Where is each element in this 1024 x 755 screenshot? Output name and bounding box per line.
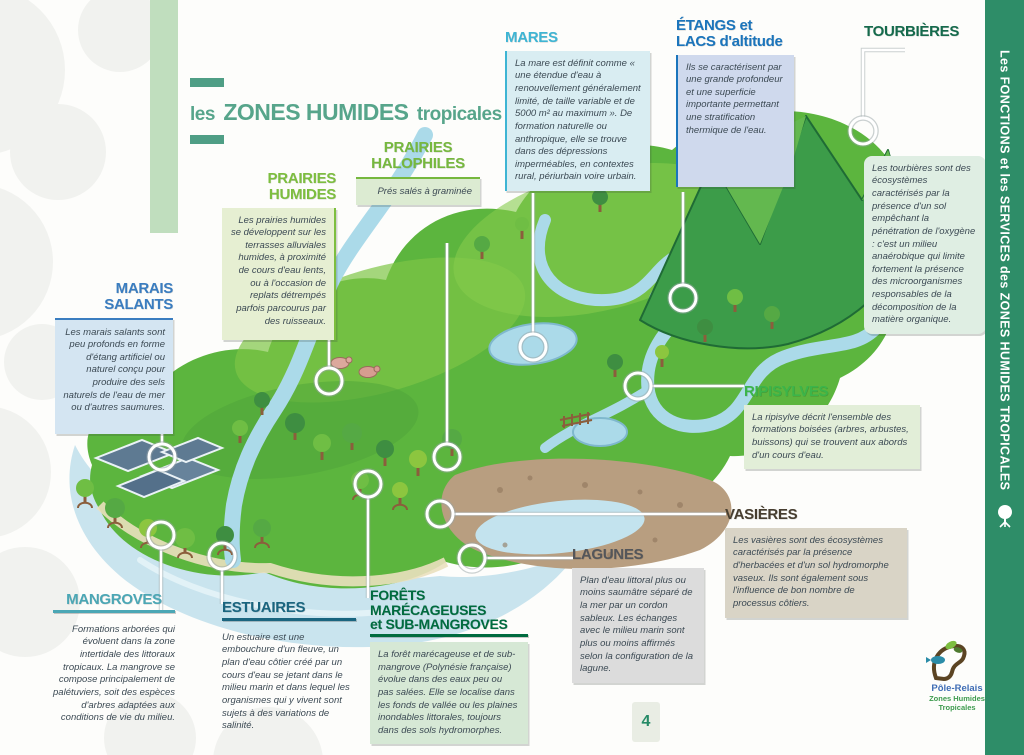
sidebar-title: Les FONCTIONS et les SERVICES des ZONES HUMIDES TROPICALES — [997, 50, 1012, 491]
callout-estuaires — [222, 600, 356, 739]
pole-relais-emblem-icon — [924, 638, 970, 682]
callout-mangroves-underline — [53, 610, 175, 613]
callout-mangroves-title: MANGROVES — [66, 591, 162, 608]
callout-vasieres-title: VASIÈRES — [725, 506, 798, 523]
callout-estuaires-body: Un estuaire est une embouchure d'un fleuve, un plan d'eau côtier créé par un cours d'eau se jetant dans le milieu marin et dans lequel les organismes qui y vivent sont sujets à des variations de salinité. — [222, 631, 350, 732]
callout-marais-salants — [55, 281, 173, 434]
callout-forets-body: La forêt marécageuse et de sub-mangrove (Polynésie française) évolue dans des eaux peu ou pas salées. Elle se localise dans les fonds de vallée ou les plaines inondables littorales, toujours dans des sols hydromorphes. — [370, 642, 528, 744]
callout-prairies-humides — [208, 171, 336, 340]
title-block — [190, 78, 502, 144]
callout-prairies-halophiles-body: Prés salés à graminée — [356, 177, 480, 206]
callout-prairies-halophiles — [356, 140, 480, 205]
pole-relais-logo — [924, 638, 990, 712]
callout-etangs-lacs — [676, 18, 794, 187]
callout-vasieres-body: Les vasières sont des écosystèmes caractérisés par la présence d'herbacées et d'un sol hydromorphe vaseux. Ils sont également sous l'influence de bon nombre de processus côtiers. — [725, 528, 907, 618]
logo-subtitle-1: Zones Humides — [929, 694, 985, 703]
page-title-suffix: tropicales — [416, 104, 502, 125]
title-accent-bar — [150, 0, 178, 233]
callout-mares-title: MARES — [505, 29, 558, 46]
callout-mangroves — [53, 592, 175, 731]
callout-lagunes-title: LAGUNES — [572, 546, 644, 563]
callout-tourbieres-body: Les tourbières sont des écosystèmes caractérisés par la présence d'un sol empêchant la pénétration de l'oxygène : c'est un milieu anaérobique qui limite fortement la présence des microorganismes responsables de la décomposition de la matière organique. — [864, 156, 986, 334]
mangrove-tree-icon — [995, 504, 1015, 528]
callout-mares-body: La mare est définit comme « une étendue d'eau à renouvellement généralement limité, de taille variable et de 5000 m² au maximum ». De formation naturelle ou anthropique, elle se trouve dans des dépressions imperméables, en contextes rural, périurbain voire urbain. — [505, 51, 650, 191]
title-dash-top — [190, 78, 224, 87]
callout-prairies-halophiles-title: PRAIRIES — [383, 139, 453, 156]
callout-marais-salants-body: Les marais salants sont peu profonds en forme d'étang artificiel ou naturel conçu pour produire des sels naturels de l'eau de mer ou d'autres saumures. — [55, 318, 173, 434]
callout-etangs-title: ÉTANGS et — [676, 17, 753, 34]
callout-etangs-body: Ils se caractérisent par une grande profondeur et une superficie importante permettant une stratification thermique de l'eau. — [676, 55, 794, 187]
callout-prairies-humides-title: PRAIRIES HUMIDES — [267, 170, 336, 203]
title-dash-bottom — [190, 135, 224, 144]
callout-marais-salants-title: MARAIS SALANTS — [104, 280, 173, 313]
callout-lagunes — [572, 547, 704, 683]
callout-estuaires-title: ESTUAIRES — [222, 599, 306, 616]
callout-ripisylves — [744, 384, 920, 469]
callout-prairies-humides-body: Les prairies humides se développent sur les terrasses alluviales humides, à proximité de cours d'eau lents, ou à l'occasion de replats détrempés parfois parcourus par des ruisseaux. — [222, 208, 336, 340]
callout-vasieres — [725, 507, 907, 618]
logo-subtitle-2: Tropicales — [938, 703, 976, 712]
page-title — [190, 93, 502, 127]
callout-tourbieres — [864, 24, 986, 334]
right-sidebar — [985, 0, 1024, 755]
logo-name: Pôle-Relais — [931, 683, 983, 694]
callout-tourbieres-title: TOURBIÈRES — [864, 23, 960, 40]
callout-ripisylves-title: RIPISYLVES — [744, 383, 829, 400]
callout-lagunes-body: Plan d'eau littoral plus ou moins saumâtre séparé de la mer par un cordon sableux. Les échanges avec le milieu marin sont plus ou moins affirmés selon la configuration de la lagune. — [572, 568, 704, 683]
callout-prairies-halophiles-title-line2: HALOPHILES — [371, 154, 465, 172]
page-title-main: ZONES HUMIDES — [223, 99, 409, 125]
callout-forets-title-line2: et SUB-MANGROVES — [370, 616, 508, 633]
page-title-prefix: les — [190, 104, 215, 125]
callout-ripisylves-body: La ripisylve décrit l'ensemble des formations boisées (arbres, arbustes, buissons) qui se trouvent aux abords d'un cours d'eau. — [744, 405, 920, 470]
callout-etangs-title-line2: LACS d'altitude — [676, 32, 783, 50]
callout-estuaires-underline — [222, 618, 356, 621]
callout-mares — [505, 30, 650, 191]
callout-mangroves-body: Formations arborées qui évoluent dans la zone intertidale des littoraux tropicaux. La mangrove se compose principalement de palétuviers, soit des espèces d'arbres adaptées aux conditions de vie du milieu. — [53, 623, 175, 724]
page-number: 4 — [632, 702, 660, 742]
callout-forets-title: FORÊTS MARÉCAGEUSES — [370, 587, 487, 618]
callout-forets-underline — [370, 634, 528, 637]
callout-forets-marecageuses — [370, 588, 528, 744]
